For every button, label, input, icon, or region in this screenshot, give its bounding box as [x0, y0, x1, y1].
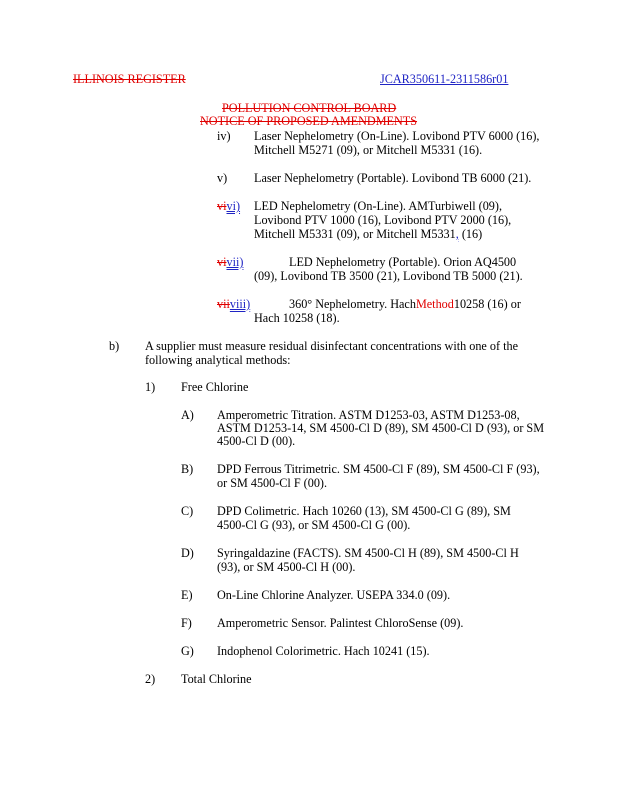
item-iv-line1: Laser Nephelometry (On-Line). Lovibond PTV 6000 (16),	[254, 129, 540, 143]
item-vi-line3-text: Mitchell M5331 (09), or Mitchell M5331	[254, 227, 456, 241]
entry-g-number: G)	[181, 644, 194, 658]
entry-b-line2: or SM 4500-Cl F (00).	[217, 476, 328, 490]
item-viii-line2: Hach 10258 (18).	[254, 311, 340, 325]
item-iv-number: iv)	[217, 129, 231, 143]
entry-f-number: F)	[181, 616, 192, 630]
entry-d-number: D)	[181, 546, 194, 560]
item-vi-number-deleted: vi	[217, 199, 227, 213]
section-b-label: b)	[109, 339, 120, 353]
jcar-code: JCAR350611-2311586r01	[380, 72, 509, 86]
entry-c-number: C)	[181, 504, 194, 518]
item-viii-line1-text: 360° Nephelometry. Hach	[289, 297, 416, 311]
item-vii-number	[217, 255, 243, 269]
item-vi-number-inserted: vi)	[226, 199, 241, 213]
entry-b-number: B)	[181, 462, 194, 476]
entry-c-line2: 4500-Cl G (93), or SM 4500-Cl G (00).	[217, 518, 411, 532]
item-vii-number-deleted: vi	[217, 255, 227, 269]
item-viii-number-inserted: viii)	[229, 297, 251, 311]
item-vi-line2: Lovibond PTV 1000 (16), Lovibond PTV 2000 (16),	[254, 213, 512, 227]
section-b-line1: A supplier must measure residual disinfectant concentrations with one of the	[145, 339, 518, 353]
notice-title: NOTICE OF PROPOSED AMENDMENTS	[200, 114, 418, 128]
item-iv-line2: Mitchell M5271 (09), or Mitchell M5331 (16).	[254, 143, 483, 157]
section-b-line2: following analytical methods:	[145, 353, 291, 367]
subsection-2-title: Total Chlorine	[181, 672, 252, 686]
entry-d-line2: (93), or SM 4500-Cl H (00).	[217, 560, 356, 574]
item-vi-line1: LED Nephelometry (On-Line). AMTurbiwell (09),	[254, 199, 502, 213]
subsection-1-number: 1)	[145, 380, 156, 394]
entry-f-line1: Amperometric Sensor. Palintest ChloroSense (09).	[217, 616, 464, 630]
item-vi-inserted-comma: ,	[455, 227, 459, 241]
item-vii-line2: (09), Lovibond TB 3500 (21), Lovibond TB 5000 (21).	[254, 269, 523, 283]
item-vii-line1: LED Nephelometry (Portable). Orion AQ4500	[289, 255, 517, 269]
item-v-line1: Laser Nephelometry (Portable). Lovibond TB 6000 (21).	[254, 171, 532, 185]
entry-a-line1: Amperometric Titration. ASTM D1253-03, ASTM D1253-08,	[217, 408, 520, 422]
entry-b-line1: DPD Ferrous Titrimetric. SM 4500-Cl F (89), SM 4500-Cl F (93),	[217, 462, 540, 476]
subsection-2-number: 2)	[145, 672, 156, 686]
item-vii-number-inserted: vii)	[226, 255, 244, 269]
item-vi-number	[217, 199, 240, 213]
entry-g-line1: Indophenol Colorimetric. Hach 10241 (15).	[217, 644, 430, 658]
entry-c-line1: DPD Colimetric. Hach 10260 (13), SM 4500-Cl G (89), SM	[217, 504, 511, 518]
agency-name: POLLUTION CONTROL BOARD	[222, 101, 397, 115]
entry-e-number: E)	[181, 588, 193, 602]
item-vi-line3	[254, 227, 482, 241]
item-viii-number	[217, 297, 250, 311]
entry-a-number: A)	[181, 408, 194, 422]
entry-d-line1: Syringaldazine (FACTS). SM 4500-Cl H (89), SM 4500-Cl H	[217, 546, 519, 560]
entry-e-line1: On-Line Chlorine Analyzer. USEPA 334.0 (09).	[217, 588, 451, 602]
entry-a-line3: 4500-Cl D (00).	[217, 434, 296, 448]
item-viii-method-word: Method	[415, 297, 454, 311]
item-viii-line1	[289, 297, 521, 311]
item-v-number: v)	[217, 171, 228, 185]
item-viii-line1-end: 10258 (16) or	[453, 297, 521, 311]
subsection-1-title: Free Chlorine	[181, 380, 249, 394]
item-vi-line3-end: (16)	[458, 227, 483, 241]
illinois-register-header: ILLINOIS REGISTER	[73, 72, 186, 86]
entry-a-line2: ASTM D1253-14, SM 4500-Cl D (89), SM 4500-Cl D (93), or SM	[217, 421, 545, 435]
item-viii-number-deleted: vii	[217, 297, 230, 311]
